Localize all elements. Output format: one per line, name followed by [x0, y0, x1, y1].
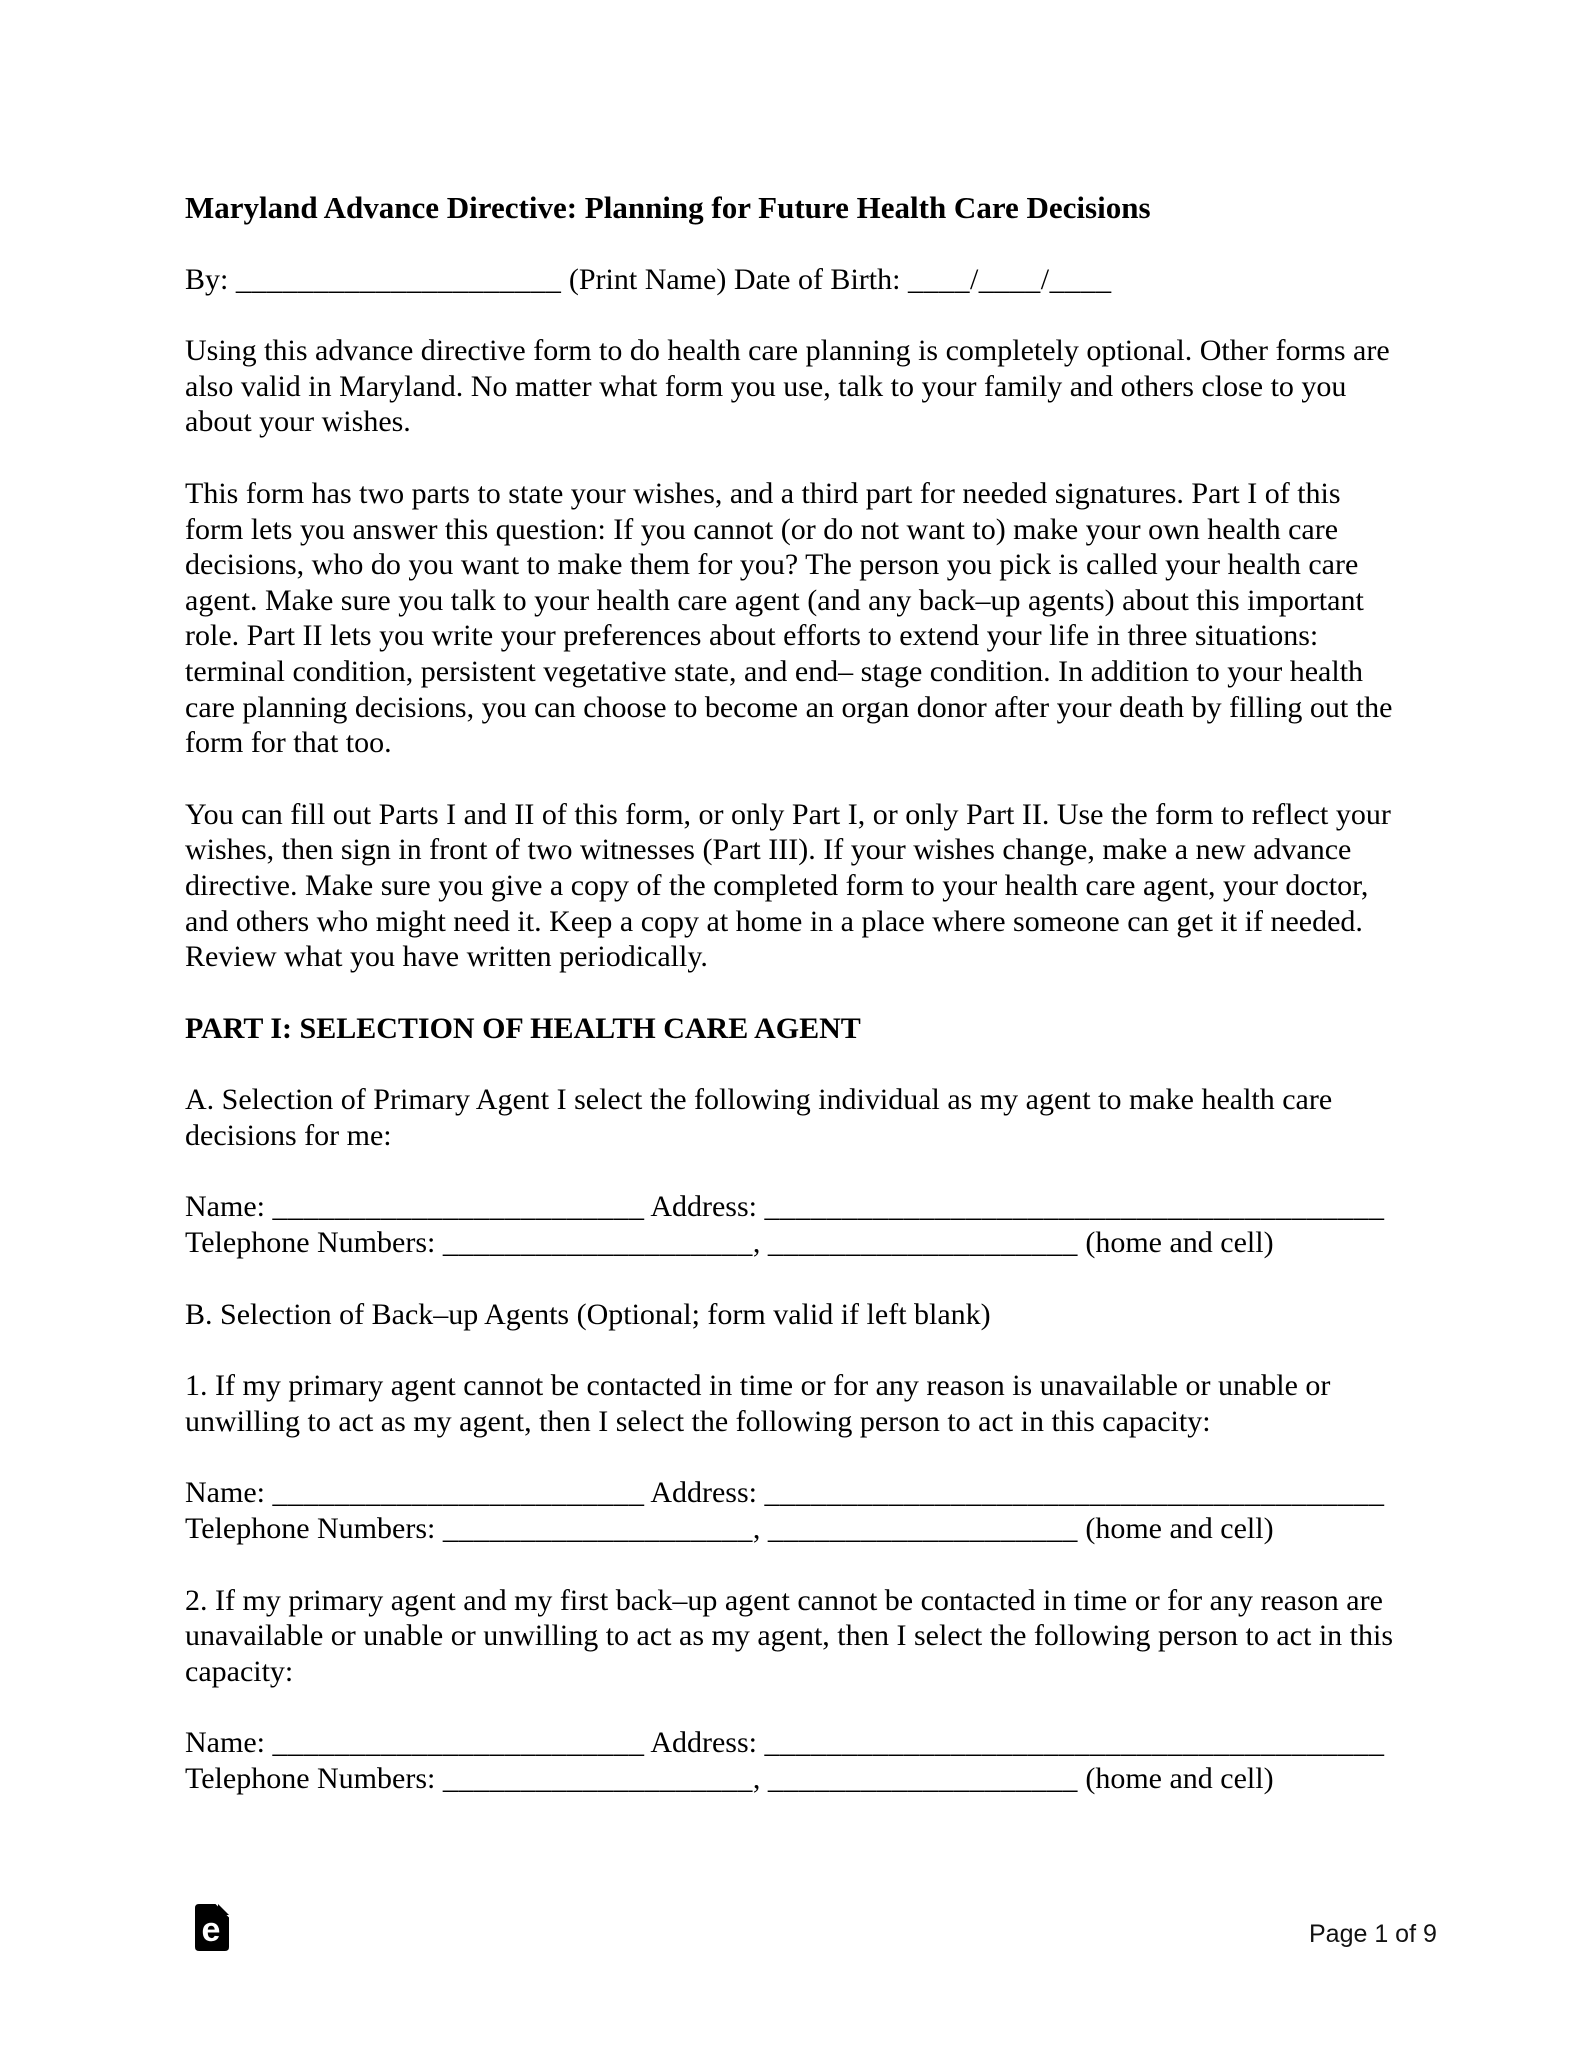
- address-label: Address:: [650, 1476, 757, 1510]
- backup2-agent-name-field[interactable]: ________________________: [272, 1726, 645, 1760]
- phone-note: (home and cell): [1085, 1762, 1274, 1795]
- primary-agent-address-field[interactable]: ________________________________________: [764, 1190, 1385, 1224]
- name-label: Name:: [185, 1476, 265, 1510]
- page-number-indicator: Page 1 of 9: [1309, 1920, 1437, 1948]
- intro-paragraph-1: Using this advance directive form to do health care planning is completely optional. Other forms are also valid in Maryland. No matter what form you use, talk to your family and others close to you about your wishes.: [185, 334, 1390, 439]
- intro-paragraph-2: This form has two parts to state your wishes, and a third part for needed signatures. Part I of this form lets you answer this question: If you cannot (or do not want to) make your own health care decisions, who do you want to make them for you? The person you pick is called your health care agent. Make sure you talk to your health care agent (and any back–up agents) about this important role. Part II lets you write your preferences about efforts to extend your life in three situations: terminal condition, persistent vegetative state, and end– stage condition. In addition to your health care planning decisions, you can choose to become an organ donor after your death by filling out the form for that too.: [185, 476, 1393, 760]
- name-label: Name:: [185, 1190, 265, 1224]
- eforms-logo-icon: [195, 1904, 229, 1951]
- comma-separator: ,: [752, 1512, 761, 1546]
- comma-separator: ,: [752, 1762, 761, 1795]
- agent-contact-backup1: [185, 1475, 1403, 1546]
- intro-paragraph-3: You can fill out Parts I and II of this form, or only Part I, or only Part II. Use the form to reflect your wishes, then sign in front of two witnesses (Part III). If your wishes change, make a new advance directive. Make sure you give a copy of the completed form to your health care agent, your doctor, and others who might need it. Keep a copy at home in a place where someone can get it if needed. Review what you have written periodically.: [185, 797, 1391, 974]
- name-label: Name:: [185, 1726, 265, 1760]
- backup2-agent-phone1-field[interactable]: ____________________: [442, 1762, 753, 1795]
- address-label: Address:: [650, 1190, 757, 1224]
- backup1-agent-phone2-field[interactable]: ____________________: [767, 1512, 1078, 1546]
- phone-note: (home and cell): [1085, 1512, 1274, 1546]
- phone-note: (home and cell): [1085, 1226, 1274, 1260]
- phone-label: Telephone Numbers:: [185, 1226, 436, 1260]
- primary-agent-phone2-field[interactable]: ____________________: [767, 1226, 1078, 1260]
- part1-heading: PART I: SELECTION OF HEALTH CARE AGENT: [185, 1011, 861, 1045]
- address-label: Address:: [650, 1726, 757, 1760]
- backup2-agent-phone2-field[interactable]: ____________________: [767, 1762, 1078, 1795]
- primary-agent-name-field[interactable]: ________________________: [272, 1190, 645, 1224]
- agent-contact-primary: [185, 1189, 1403, 1260]
- primary-agent-phone1-field[interactable]: ____________________: [442, 1226, 753, 1260]
- backup1-agent-address-field[interactable]: ________________________________________: [764, 1476, 1385, 1510]
- backup1-agent-name-field[interactable]: ________________________: [272, 1476, 645, 1510]
- backup1-agent-phone1-field[interactable]: ____________________: [442, 1512, 753, 1546]
- backup-item-2-text: 2. If my primary agent and my first back–up agent cannot be contacted in time or for any reason are unavailable or unable or unwilling to act as my agent, then I select the following person to act in this capacity:: [185, 1583, 1394, 1688]
- comma-separator: ,: [752, 1226, 761, 1260]
- print-name-dob-label: (Print Name) Date of Birth:: [568, 262, 901, 296]
- phone-label: Telephone Numbers:: [185, 1762, 436, 1795]
- section-b-text: B. Selection of Back–up Agents (Optional; form valid if left blank): [185, 1297, 991, 1331]
- backup2-agent-address-field[interactable]: ________________________________________: [764, 1726, 1385, 1760]
- logo-letter: e: [201, 1911, 221, 1949]
- section-a-text: A. Selection of Primary Agent I select the following individual as my agent to make health care decisions for me:: [185, 1083, 1333, 1152]
- backup-item-1-text: 1. If my primary agent cannot be contacted in time or for any reason is unavailable or unable or unwilling to act as my agent, then I select the following person to act in this capacity:: [185, 1369, 1331, 1438]
- page-title: Maryland Advance Directive: Planning for Future Health Care Decisions: [185, 190, 1151, 225]
- date-of-birth-field[interactable]: ____/____/____: [907, 262, 1112, 296]
- by-line: [185, 262, 1403, 298]
- by-label: By:: [185, 262, 229, 296]
- phone-label: Telephone Numbers:: [185, 1512, 436, 1546]
- print-name-field[interactable]: _____________________: [235, 262, 562, 296]
- agent-contact-backup2: [185, 1725, 1403, 1796]
